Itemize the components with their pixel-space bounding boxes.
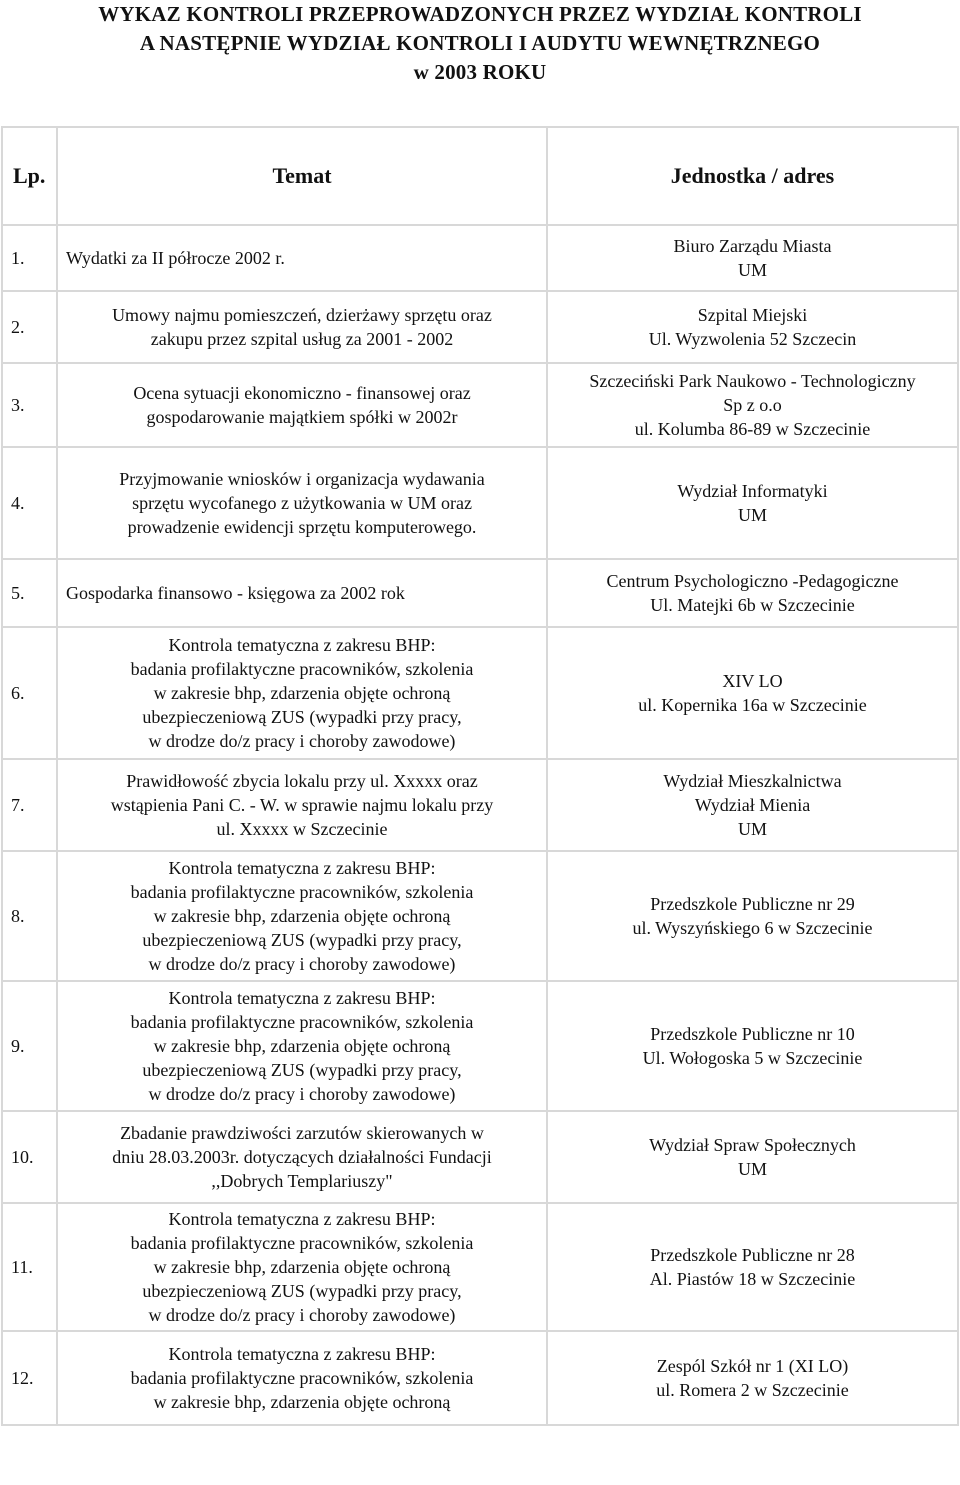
temat-line: Kontrola tematyczna z zakresu BHP: [168,1344,436,1364]
row-jednostka [547,225,958,291]
jednostka-line: Szpital Miejski [697,305,808,325]
jednostka-line: Ul. Wołogoska 5 w Szczecinie [642,1048,863,1068]
jednostka-line: Wydział Spraw Społecznych [649,1135,856,1155]
table-row [2,363,958,447]
temat-line: ul. Xxxxx w Szczecinie [216,819,388,839]
temat-line: w zakresie bhp, zdarzenia objęte ochroną [153,1036,451,1056]
jednostka-line: ul. Kolumba 86-89 w Szczecinie [634,419,871,439]
table-row [2,759,958,851]
row-lp: 7. [2,759,57,851]
jednostka-line: Biuro Zarządu Miasta [673,236,832,256]
temat-line: ubezpieczeniową ZUS (wypadki przy pracy, [142,1281,462,1301]
temat-line: w drodze do/z pracy i choroby zawodowe) [148,1305,456,1325]
temat-line: sprzętu wycofanego z użytkowania w UM oraz [132,493,472,513]
row-jednostka [547,1111,958,1203]
table-header-row [2,127,958,225]
temat-line: Kontrola tematyczna z zakresu BHP: [168,635,436,655]
temat-line: ubezpieczeniową ZUS (wypadki przy pracy, [142,707,462,727]
temat-line: badania profilaktyczne pracowników, szkolenia [130,1012,474,1032]
row-temat [57,447,547,559]
table-row [2,851,958,981]
row-temat [57,1331,547,1425]
temat-line: badania profilaktyczne pracowników, szkolenia [130,1368,474,1388]
jednostka-line: ul. Romera 2 w Szczecinie [656,1380,849,1400]
row-jednostka [547,559,958,627]
row-jednostka [547,627,958,759]
temat-line: w zakresie bhp, zdarzenia objęte ochroną [153,906,451,926]
temat-line: w zakresie bhp, zdarzenia objęte ochroną [153,683,451,703]
table-row [2,981,958,1111]
row-temat [57,1203,547,1331]
temat-line: Kontrola tematyczna z zakresu BHP: [168,858,436,878]
row-lp: 8. [2,851,57,981]
row-temat [57,363,547,447]
row-temat [57,627,547,759]
title-line-1: WYKAZ KONTROLI PRZEPROWADZONYCH PRZEZ WYDZIAŁ KONTROLI [98,2,862,26]
row-lp: 5. [2,559,57,627]
jednostka-line: UM [737,1159,767,1179]
table-row [2,225,958,291]
jednostka-line: Przedszkole Publiczne nr 28 [650,1245,855,1265]
row-jednostka [547,447,958,559]
temat-line: wstąpienia Pani C. - W. w sprawie najmu lokalu przy [110,795,494,815]
temat-line: dniu 28.03.2003r. dotyczących działalności Fundacji [112,1147,492,1167]
row-lp: 11. [2,1203,57,1331]
row-jednostka [547,759,958,851]
table-row [2,1203,958,1331]
temat-line: w drodze do/z pracy i choroby zawodowe) [148,954,456,974]
jednostka-line: ul. Wyszyńskiego 6 w Szczecinie [632,918,873,938]
jednostka-line: Centrum Psychologiczno -Pedagogiczne [606,571,899,591]
row-temat [57,851,547,981]
header-temat: Temat [57,127,547,225]
temat-line: gospodarowanie majątkiem spółki w 2002r [146,407,458,427]
row-jednostka [547,1203,958,1331]
temat-line: Zbadanie prawdziwości zarzutów skierowanych w [120,1123,484,1143]
jednostka-line: Wydział Informatyki [677,481,828,501]
row-lp: 12. [2,1331,57,1425]
header-jednostka: Jednostka / adres [547,127,958,225]
row-lp: 4. [2,447,57,559]
row-temat [57,559,547,627]
table-row [2,1331,958,1425]
row-temat [57,1111,547,1203]
row-jednostka [547,851,958,981]
temat-line: Prawidłowość zbycia lokalu przy ul. Xxxxx oraz [126,771,478,791]
jednostka-line: Ul. Matejki 6b w Szczecinie [650,595,855,615]
temat-line: Wydatki za II półrocze 2002 r. [66,248,285,268]
table-row [2,1111,958,1203]
jednostka-line: Wydział Mienia [694,795,811,815]
temat-line: Kontrola tematyczna z zakresu BHP: [168,1209,436,1229]
row-lp: 2. [2,291,57,363]
controls-table [1,126,959,1426]
title-line-2: A NASTĘPNIE WYDZIAŁ KONTROLI I AUDYTU WEWNĘTRZNEGO [139,31,821,55]
jednostka-line: UM [737,505,767,525]
temat-line: w drodze do/z pracy i choroby zawodowe) [148,731,456,751]
temat-line: ubezpieczeniową ZUS (wypadki przy pracy, [142,1060,462,1080]
row-lp: 9. [2,981,57,1111]
table-row [2,627,958,759]
row-jednostka [547,291,958,363]
jednostka-line: ul. Kopernika 16a w Szczecinie [638,695,867,715]
temat-line: prowadzenie ewidencji sprzętu komputerowego. [127,517,477,537]
temat-line: Kontrola tematyczna z zakresu BHP: [168,988,436,1008]
temat-line: Umowy najmu pomieszczeń, dzierżawy sprzętu oraz [112,305,492,325]
jednostka-line: Zespól Szkół nr 1 (XI LO) [656,1356,849,1376]
temat-line: Ocena sytuacji ekonomiczno - finansowej oraz [133,383,471,403]
temat-line: badania profilaktyczne pracowników, szkolenia [130,882,474,902]
row-lp: 6. [2,627,57,759]
jednostka-line: UM [737,819,767,839]
row-temat [57,759,547,851]
temat-line: badania profilaktyczne pracowników, szkolenia [130,659,474,679]
temat-line: ,,Dobrych Templariuszy" [211,1171,393,1191]
temat-line: badania profilaktyczne pracowników, szkolenia [130,1233,474,1253]
row-jednostka [547,981,958,1111]
temat-line: w zakresie bhp, zdarzenia objęte ochroną [153,1257,451,1277]
jednostka-line: XIV LO [722,671,783,691]
temat-line: Przyjmowanie wniosków i organizacja wydawania [119,469,485,489]
title-line-3: w 2003 ROKU [413,60,547,84]
row-lp: 1. [2,225,57,291]
jednostka-line: Przedszkole Publiczne nr 10 [650,1024,855,1044]
jednostka-line: Sp z o.o [723,395,782,415]
table-row [2,291,958,363]
row-lp: 3. [2,363,57,447]
header-lp: Lp. [2,127,57,225]
jednostka-line: Przedszkole Publiczne nr 29 [650,894,855,914]
row-jednostka [547,1331,958,1425]
table-row [2,447,958,559]
temat-line: zakupu przez szpital usług za 2001 - 2002 [150,329,454,349]
row-temat [57,981,547,1111]
jednostka-line: UM [737,260,767,280]
table-row [2,559,958,627]
row-temat [57,225,547,291]
temat-line: w drodze do/z pracy i choroby zawodowe) [148,1084,456,1104]
temat-line: Gospodarka finansowo - księgowa za 2002 rok [66,583,405,603]
document-title [0,0,960,87]
row-lp: 10. [2,1111,57,1203]
temat-line: w zakresie bhp, zdarzenia objęte ochroną [153,1392,451,1412]
temat-line: ubezpieczeniową ZUS (wypadki przy pracy, [142,930,462,950]
jednostka-line: Szczeciński Park Naukowo - Technologiczny [589,371,916,391]
jednostka-line: Wydział Mieszkalnictwa [663,771,842,791]
jednostka-line: Ul. Wyzwolenia 52 Szczecin [648,329,857,349]
jednostka-line: Al. Piastów 18 w Szczecinie [649,1269,856,1289]
row-temat [57,291,547,363]
row-jednostka [547,363,958,447]
